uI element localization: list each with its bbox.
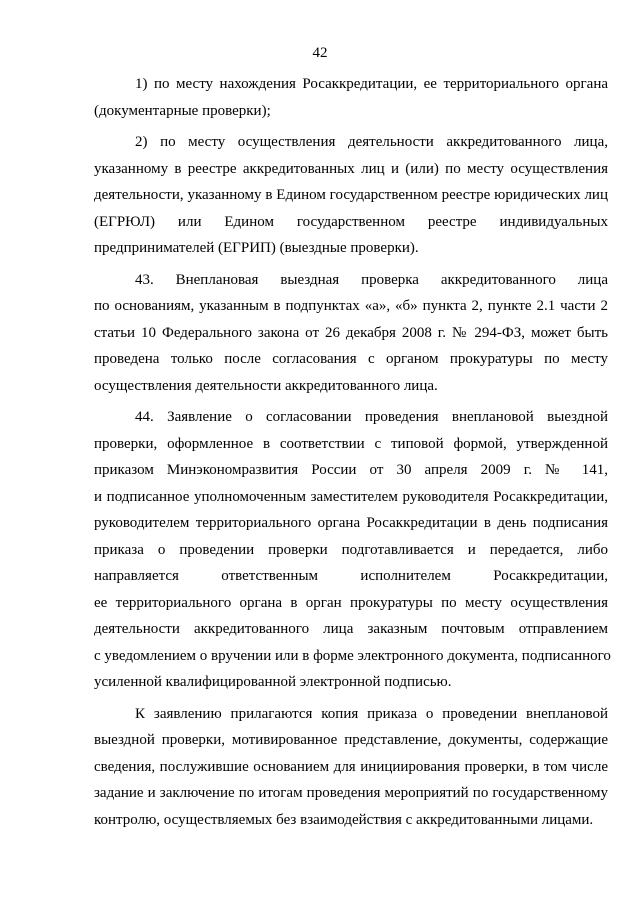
text-line: (ЕГРЮЛ) или Едином государственном реестре индивидуальных: [94, 213, 608, 230]
text-line: проведена только после согласования с органом прокуратуры по месту: [94, 351, 608, 367]
paragraph-44: [94, 404, 611, 696]
text-line: приказом Минэкономразвития России от 30 апреля 2009 г. № 141,: [94, 462, 608, 478]
paragraph-43: [94, 267, 608, 400]
text-line: задание и заключение по итогам проведения мероприятий по государственному: [94, 785, 608, 801]
text-line: выездной проверки, мотивированное представление, документы, содержащие: [94, 732, 608, 748]
text-line: ее территориального органа в орган прокуратуры по месту осуществления: [94, 594, 608, 611]
page-number: 42: [312, 45, 328, 61]
text-line: руководителем территориального органа Росаккредитации в день подписания: [94, 515, 608, 531]
document-body: [94, 71, 611, 838]
text-line: с уведомлением о вручении или в форме электронного документа, подписанного: [94, 647, 611, 664]
text-line: 2) по месту осуществления деятельности аккредитованного лица,: [135, 134, 608, 150]
text-line: приказа о проведении проверки подготавливается и передается, либо: [94, 541, 608, 558]
text-line: (документарные проверки);: [94, 102, 271, 119]
text-line: осуществления деятельности аккредитованного лица.: [94, 377, 438, 394]
text-line: по основаниям, указанным в подпунктах «а», «б» пункта 2, пункте 2.1 части 2: [94, 298, 608, 314]
text-line: 44. Заявление о согласовании проведения внеплановой выездной: [135, 409, 608, 425]
text-line: усиленной квалифицированной электронной подписью.: [94, 674, 452, 690]
text-line: статьи 10 Федерального закона от 26 декабря 2008 г. № 294-ФЗ, может быть: [94, 324, 608, 341]
paragraph-attachments: [94, 701, 608, 834]
text-line: указанному в реестре аккредитованных лиц и (или) по месту осуществления: [94, 160, 608, 177]
text-line: деятельности аккредитованного лица заказным почтовым отправлением: [94, 621, 608, 637]
text-line: проверки, оформленное в соответствии с типовой формой, утвержденной: [94, 435, 608, 452]
text-line: сведения, послужившие основанием для инициирования проверки, в том числе: [94, 758, 608, 775]
text-line: предпринимателей (ЕГРИП) (выездные проверки).: [94, 240, 419, 256]
text-line: контролю, осуществляемых без взаимодействия с аккредитованными лицами.: [94, 811, 594, 828]
text-line: 1) по месту нахождения Росаккредитации, ее территориального органа: [135, 76, 608, 92]
text-line: и подписанное уполномоченным заместителем руководителя Росаккредитации,: [94, 488, 608, 505]
text-line: К заявлению прилагаются копия приказа о проведении внеплановой: [135, 705, 608, 722]
text-line: 43. Внеплановая выездная проверка аккредитованного лица: [135, 271, 608, 288]
text-line: деятельности, указанному в Едином государственном реестре юридических лиц: [94, 187, 608, 203]
paragraph-item-1: [94, 71, 608, 124]
paragraph-item-2: [94, 129, 608, 262]
text-line: направляется ответственным исполнителем Росаккредитации,: [94, 568, 608, 584]
